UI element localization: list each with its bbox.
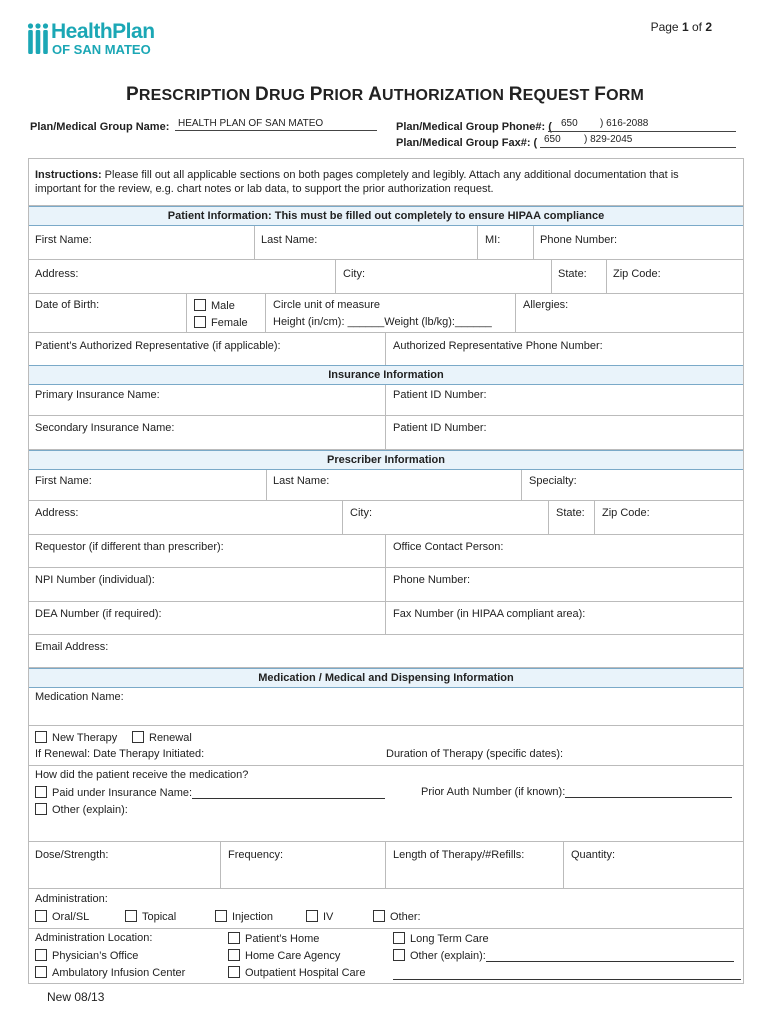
paid-insurance-option[interactable]: Paid under Insurance Name:	[35, 786, 385, 799]
therapy-row	[29, 726, 743, 766]
administration-label: Administration:	[35, 893, 108, 905]
outpatient-checkbox[interactable]	[228, 966, 240, 978]
new-therapy-checkbox[interactable]	[35, 731, 47, 743]
email-row	[29, 635, 743, 668]
dea-field[interactable]: DEA Number (if required):	[35, 608, 162, 620]
rep-phone-field[interactable]: Authorized Representative Phone Number:	[393, 340, 603, 352]
instructions: Instructions: Please fill out all applicable sections on both pages completely and legibly. Attach any additional documentation that is important for the review, e.g. chart notes or lab data, to support the prior authorization request.	[35, 169, 679, 195]
logo-wordmark: HealthPlan	[51, 20, 155, 43]
phone-label: Plan/Medical Group Phone#: (	[396, 121, 552, 133]
npi-field[interactable]: NPI Number (individual):	[35, 574, 155, 586]
outpatient-option[interactable]: Outpatient Hospital Care	[228, 966, 365, 979]
patient-rep-field[interactable]: Patient’s Authorized Representative (if applicable):	[35, 340, 281, 352]
form-title: PRESCRIPTION DRUG PRIOR AUTHORIZATION REQUEST FORM	[125, 84, 645, 105]
topical-checkbox[interactable]	[125, 910, 137, 922]
home-care-checkbox[interactable]	[228, 949, 240, 961]
instructions-row	[29, 159, 743, 206]
oral-option[interactable]: Oral/SL	[35, 910, 89, 923]
patient-rep-row	[29, 333, 743, 366]
insurance-primary-row	[29, 385, 743, 416]
how-received-label: How did the patient receive the medication?	[35, 769, 249, 781]
quantity-field[interactable]: Quantity:	[571, 849, 616, 861]
phone-number: ) 616-2088	[600, 118, 649, 129]
phone-field[interactable]	[548, 131, 736, 132]
patient-address-field[interactable]: Address:	[35, 268, 79, 280]
logo-subtitle: OF SAN MATEO	[52, 42, 151, 57]
other-explain-option[interactable]: Other (explain):	[35, 803, 128, 816]
medication-section-header: Medication / Medical and Dispensing Information	[29, 668, 743, 688]
office-contact-field[interactable]: Office Contact Person:	[393, 541, 504, 553]
group-name-value: HEALTH PLAN OF SAN MATEO	[178, 118, 324, 129]
physician-office-checkbox[interactable]	[35, 949, 47, 961]
prescriber-name-row	[29, 470, 743, 501]
physician-office-option[interactable]: Physician’s Office	[35, 949, 138, 962]
height-weight-field[interactable]: Height (in/cm): ______Weight (lb/kg):______	[273, 316, 492, 328]
dose-field[interactable]: Dose/Strength:	[35, 849, 109, 861]
prescriber-address-field[interactable]: Address:	[35, 507, 79, 519]
prescriber-city-field[interactable]: City:	[350, 507, 372, 519]
circle-unit-label: Circle unit of measure	[273, 299, 380, 311]
patient-name-row	[29, 226, 743, 260]
dea-row	[29, 602, 743, 635]
group-name-field[interactable]	[175, 130, 377, 131]
home-care-option[interactable]: Home Care Agency	[228, 949, 340, 962]
ambulatory-option[interactable]: Ambulatory Infusion Center	[35, 966, 185, 979]
length-field[interactable]: Length of Therapy/#Refills:	[393, 849, 525, 861]
patient-mi-field[interactable]: MI:	[485, 234, 501, 246]
patient-dob-field[interactable]: Date of Birth:	[35, 299, 100, 311]
other-location-option[interactable]: Other (explain):	[393, 949, 734, 962]
prescriber-phone-field[interactable]: Phone Number:	[393, 574, 471, 586]
duration-field[interactable]: Duration of Therapy (specific dates):	[386, 748, 564, 760]
requestor-row	[29, 535, 743, 568]
dose-row	[29, 842, 743, 889]
prescriber-zip-field[interactable]: Zip Code:	[602, 507, 650, 519]
secondary-insurance-field[interactable]: Secondary Insurance Name:	[35, 422, 175, 434]
long-term-checkbox[interactable]	[393, 932, 405, 944]
female-checkbox[interactable]	[194, 316, 206, 328]
prescriber-address-row	[29, 501, 743, 535]
fax-number: ) 829-2045	[584, 134, 633, 145]
male-checkbox[interactable]	[194, 299, 206, 311]
medication-name-row	[29, 688, 743, 726]
fax-field[interactable]	[540, 147, 736, 148]
new-therapy-option[interactable]: New Therapy	[35, 731, 117, 744]
fax-area: 650	[544, 134, 561, 145]
prescriber-last-name-field[interactable]: Last Name:	[273, 475, 330, 487]
male-option[interactable]: Male	[194, 299, 235, 312]
insurance-secondary-row	[29, 416, 743, 450]
patient-dob-row	[29, 294, 743, 333]
admin-location-row	[29, 929, 743, 983]
group-name-label: Plan/Medical Group Name:	[30, 121, 170, 133]
patient-city-field[interactable]: City:	[343, 268, 365, 280]
prescriber-first-name-field[interactable]: First Name:	[35, 475, 92, 487]
logo-figures-icon	[27, 22, 49, 56]
phone-area: 650	[561, 118, 578, 129]
prior-auth-field[interactable]: Prior Auth Number (if known):	[421, 786, 732, 798]
patient-last-name-field[interactable]: Last Name:	[261, 234, 318, 246]
npi-row	[29, 568, 743, 602]
other-admin-checkbox[interactable]	[373, 910, 385, 922]
patient-home-option[interactable]: Patient’s Home	[228, 932, 319, 945]
primary-insurance-field[interactable]: Primary Insurance Name:	[35, 389, 160, 401]
patient-zip-field[interactable]: Zip Code:	[613, 268, 661, 280]
injection-option[interactable]: Injection	[215, 910, 273, 923]
allergies-field[interactable]: Allergies:	[523, 299, 569, 311]
form-version: New 08/13	[47, 990, 105, 1004]
long-term-option[interactable]: Long Term Care	[393, 932, 489, 945]
other-admin-option[interactable]: Other:	[373, 910, 421, 923]
oral-checkbox[interactable]	[35, 910, 47, 922]
injection-checkbox[interactable]	[215, 910, 227, 922]
topical-option[interactable]: Topical	[125, 910, 176, 923]
patient-first-name-field[interactable]: First Name:	[35, 234, 92, 246]
other-location-line[interactable]	[393, 979, 741, 980]
iv-option[interactable]: IV	[306, 910, 333, 923]
primary-patient-id-field[interactable]: Patient ID Number:	[393, 389, 487, 401]
secondary-patient-id-field[interactable]: Patient ID Number:	[393, 422, 487, 434]
insurance-section-header: Insurance Information	[29, 365, 743, 385]
how-received-row	[29, 766, 743, 842]
medication-name-field[interactable]: Medication Name:	[35, 691, 124, 703]
other-explain-checkbox[interactable]	[35, 803, 47, 815]
email-field[interactable]: Email Address:	[35, 641, 109, 653]
patient-state-field[interactable]: State:	[558, 268, 587, 280]
female-option[interactable]: Female	[194, 316, 248, 329]
paid-insurance-checkbox[interactable]	[35, 786, 47, 798]
fax-field-prescriber[interactable]: Fax Number (in HIPAA compliant area):	[393, 608, 586, 620]
requestor-field[interactable]: Requestor (if different than prescriber):	[35, 541, 224, 553]
administration-row	[29, 889, 743, 929]
form-body	[28, 158, 744, 984]
patient-home-checkbox[interactable]	[228, 932, 240, 944]
patient-phone-field[interactable]: Phone Number:	[540, 234, 618, 246]
renewal-date-field[interactable]: If Renewal: Date Therapy Initiated:	[35, 748, 205, 760]
fax-label: Plan/Medical Group Fax#: (	[396, 137, 538, 149]
admin-location-label: Administration Location:	[35, 932, 153, 944]
frequency-field[interactable]: Frequency:	[228, 849, 284, 861]
prescriber-section-header: Prescriber Information	[29, 450, 743, 470]
other-location-checkbox[interactable]	[393, 949, 405, 961]
patient-section-header: Patient Information: This must be filled out completely to ensure HIPAA compliance	[29, 206, 743, 226]
ambulatory-checkbox[interactable]	[35, 966, 47, 978]
page-indicator: Page 1 of 2	[650, 20, 712, 34]
renewal-checkbox[interactable]	[132, 731, 144, 743]
prescriber-specialty-field[interactable]: Specialty:	[529, 475, 577, 487]
iv-checkbox[interactable]	[306, 910, 318, 922]
renewal-option[interactable]: Renewal	[132, 731, 192, 744]
patient-address-row	[29, 260, 743, 294]
prescriber-state-field[interactable]: State:	[556, 507, 585, 519]
